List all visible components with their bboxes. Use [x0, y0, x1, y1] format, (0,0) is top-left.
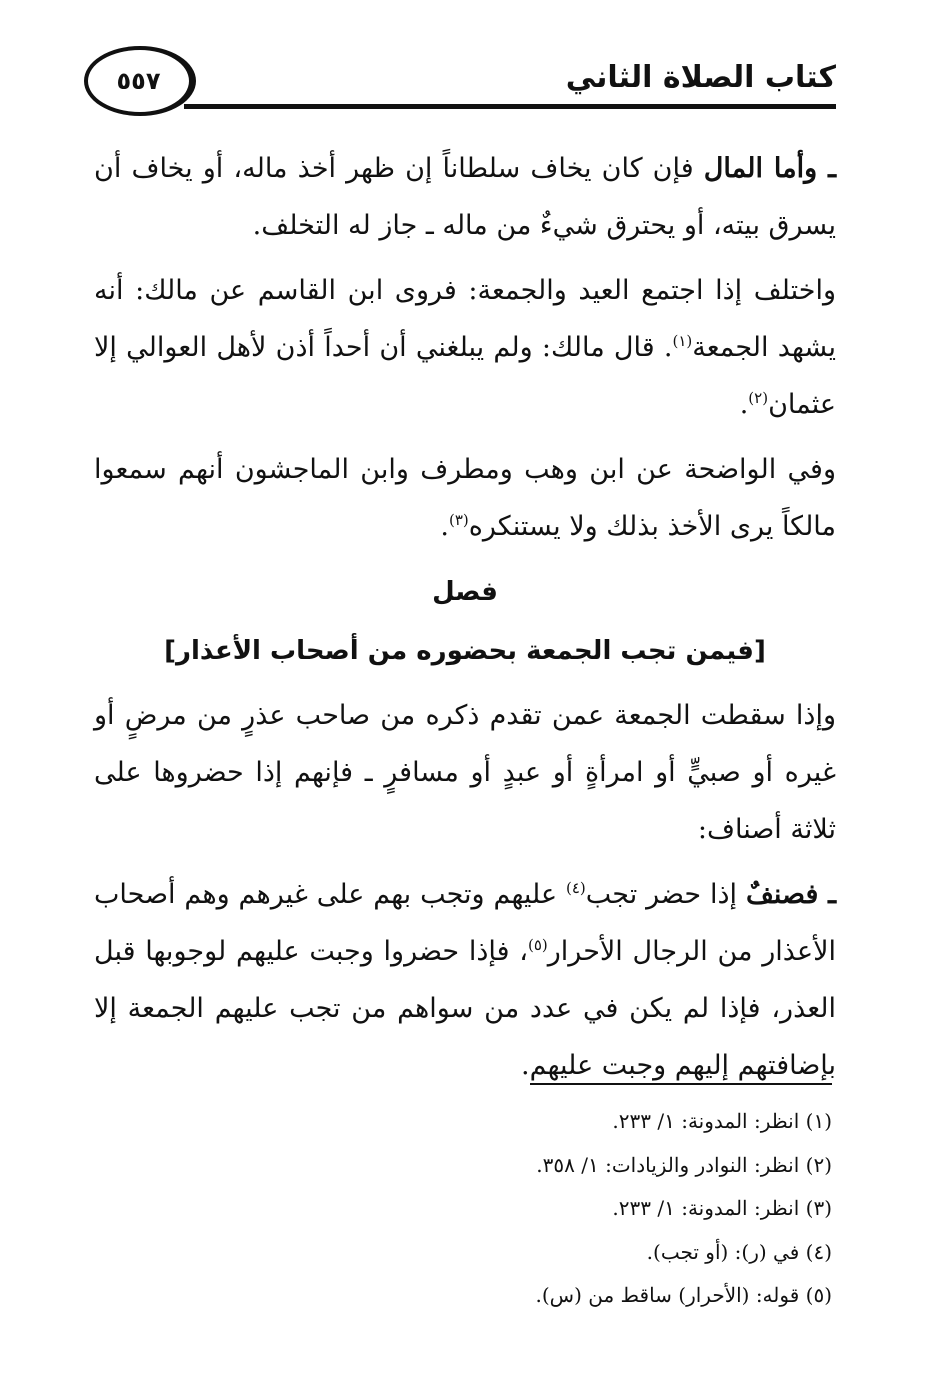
- paragraph-text: . قال مالك: ولم يبلغني أن أحداً أذن لأهل العوالي إلا عثمان: [94, 332, 836, 420]
- paragraph-lead: ـ فصنفٌ: [745, 879, 836, 910]
- paragraph-text: .: [739, 389, 749, 420]
- footnote-separator: [530, 1083, 832, 1085]
- footnotes-list: [90, 1100, 832, 1318]
- footnote-ref-4[interactable]: (٤): [565, 879, 586, 897]
- header-rule: [184, 104, 836, 109]
- footnote-ref-3[interactable]: (٣): [448, 511, 469, 529]
- paragraph-text: ، فإذا حضروا وجبت عليهم لوجوبها قبل العذر، فإذا لم يكن في عدد من سواهم من تجب عليهم الجمعة إلا بإضافتهم إليهم وجبت عليهم.: [94, 936, 836, 1081]
- paragraph-text: عليهم وتجب بهم على غيرهم وهم أصحاب الأعذار من الرجال الأحرار: [94, 879, 836, 967]
- main-text: [94, 140, 836, 1102]
- paragraph-text: وفي الواضحة عن ابن وهب ومطرف وابن الماجشون أنهم سمعوا مالكاً يرى الأخذ بذلك ولا يستنكره: [94, 454, 836, 542]
- paragraph-text: واختلف إذا اجتمع العيد والجمعة: فروى ابن القاسم عن مالك: أنه يشهد الجمعة: [94, 275, 836, 363]
- paragraph-text: .: [440, 511, 449, 542]
- footnote-ref-5[interactable]: (٥): [527, 936, 548, 954]
- footnote-5: (٥) قوله: (الأحرار) ساقط من (س).: [535, 1283, 832, 1307]
- footnote-1: (١) انظر: المدونة: ١/ ٢٣٣.: [612, 1109, 832, 1133]
- paragraph-text: وإذا سقطت الجمعة عمن تقدم ذكره من صاحب عذرٍ من مرضٍ أو غيره أو صبيٍّ أو امرأةٍ أو عبدٍ أو مسافرٍ ـ فإنهم إذا حضروها على ثلاثة أصناف:: [94, 700, 836, 845]
- paragraph-text: فإن كان يخاف سلطاناً إن ظهر أخذ ماله، أو يخاف أن يسرق بيته، أو يحترق شيءٌ من ماله ـ جاز له التخلف.: [94, 153, 836, 241]
- footnote-3: (٣) انظر: المدونة: ١/ ٢٣٣.: [612, 1196, 832, 1220]
- paragraph-wadiha: [94, 441, 836, 555]
- paragraph-text: إذا حضر تجب: [585, 879, 746, 910]
- paragraph-money: [94, 140, 836, 254]
- paragraph-first-category: [94, 866, 836, 1094]
- footnote-ref-1[interactable]: (١): [672, 332, 693, 350]
- paragraph-excused: [94, 687, 836, 858]
- book-title: كتاب الصلاة الثاني: [565, 60, 836, 95]
- page-number: ٥٥٧: [116, 67, 161, 95]
- page-number-badge: [84, 46, 196, 116]
- section-subheading: [فيمن تجب الجمعة بحضوره من أصحاب الأعذار]: [164, 636, 766, 666]
- paragraph-eid-friday: [94, 262, 836, 433]
- page-header: [84, 46, 836, 116]
- paragraph-lead: ـ وأما المال: [703, 153, 836, 184]
- section-heading: فصل: [432, 577, 498, 607]
- footnote-4: (٤) في (ر): (أو تجب).: [646, 1239, 832, 1264]
- footnote-2: (٢) انظر: النوادر والزيادات: ١/ ٣٥٨.: [536, 1152, 832, 1177]
- footnote-ref-2[interactable]: (٢): [748, 389, 769, 407]
